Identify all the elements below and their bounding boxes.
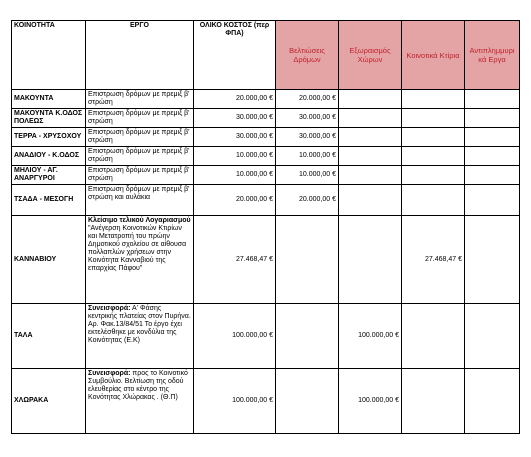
cell-project-text: Επιστρωση δρόμων με πρεμιξ β' στρώση και αυλάκια [88,186,190,201]
cell-flood [465,185,520,216]
header-project: ΕΡΓΟ [86,21,194,90]
header-row [12,21,520,90]
cell-roads [276,304,339,369]
cell-flood [465,128,520,147]
table-row [12,369,520,434]
cell-project-text: Επιστρωση δρόμων με πρεμιξ β' στρώση [88,148,190,163]
cell-project-text: Επιστρωση δρόμων με πρεμιξ β' στρώση [88,129,190,144]
table-row [12,128,520,147]
cell-buildings [402,109,465,128]
cell-community: ΤΣΑΔΑ - ΜΕΣΟΓΗ [12,185,86,216]
cell-total: 20.000,00 € [194,90,276,109]
header-community: ΚΟΙΝΟΤΗΤΑ [12,21,86,90]
cell-buildings [402,304,465,369]
cell-total: 20.000,00 € [194,185,276,216]
cell-spaces [339,166,402,185]
cell-community: ΑΝΑΔΙΟΥ - Κ.ΟΔΟΣ [12,147,86,166]
cell-flood [465,109,520,128]
cell-flood [465,166,520,185]
cell-flood [465,90,520,109]
cell-roads: 30.000,00 € [276,128,339,147]
cell-spaces [339,185,402,216]
cell-project [86,304,194,369]
cell-roads: 10.000,00 € [276,147,339,166]
cell-community: ΤΑΛΑ [12,304,86,369]
cell-roads: 20.000,00 € [276,90,339,109]
cell-project [86,369,194,434]
cell-project [86,166,194,185]
header-buildings: Κοινοτικά Κτίρια [402,21,465,90]
cell-buildings: 27.468,47 € [402,216,465,304]
header-spaces: Εξωραισμός Χώρων [339,21,402,90]
table-row [12,216,520,304]
cell-spaces [339,128,402,147]
table-row [12,304,520,369]
header-total-cost: ΟΛΙΚΟ ΚΟΣΤΟΣ (περ ΦΠΑ) [194,21,276,90]
cell-community: ΜΑΚΟΥΝΤΑ [12,90,86,109]
cell-community: ΚΑΝΝΑΒΙΟΥ [12,216,86,304]
cell-project-lead: Κλείσιμο τελικού Λογαριασμού [88,217,191,224]
cell-community: ΧΛΩΡΑΚΑ [12,369,86,434]
cell-spaces: 100.000,00 € [339,304,402,369]
cell-spaces [339,109,402,128]
cell-spaces [339,147,402,166]
cell-buildings [402,166,465,185]
cell-total: 10.000,00 € [194,166,276,185]
table-row [12,166,520,185]
cell-total: 30.000,00 € [194,128,276,147]
table-row [12,185,520,216]
cell-project-text: Επιστρωση δρόμων με πρεμιξ β' στρώση [88,167,190,182]
cell-project-text: "Ανέγερση Κοινοτικών Κτιρίων και Μετατροπή του πρώην Δημοτικού σχολείου σε αίθουσα πολλαπλών χρήσεων στην Κοινότητα Κανναβιού της επαρχίας Πάφου" [88,225,187,272]
cell-project [86,128,194,147]
cell-buildings [402,185,465,216]
cell-project [86,109,194,128]
cell-roads: 30.000,00 € [276,109,339,128]
cell-project [86,185,194,216]
cell-project-text: Α' Φάσης κεντρικής πλατείας στον Πυρήνα. Αρ. Φακ.13/84/51 Το έργο έχει εκτελέσθηκε με κονδύλια της Κοινότητας (Ε.Κ) [88,305,191,344]
cell-project [86,90,194,109]
cell-buildings [402,90,465,109]
cell-project-text: προς το Κοινοτικό Συμβούλιο. Βελτίωση της οδού ελευθερίας στο κέντρο της Κονότητας Χλώρακας . (Θ.Π) [88,370,188,401]
cell-total: 27.468,47 € [194,216,276,304]
cell-roads [276,216,339,304]
cell-community: ΜΑΚΟΥΝΤΑ Κ.ΟΔΟΣ ΠΟΛΕΩΣ [12,109,86,128]
cell-project-text: Επιστρωση δρόμων με πρεμιξ β' στρώση [88,91,190,106]
cell-project-lead: Συνεισφορά: [88,305,131,312]
cell-roads [276,369,339,434]
table-row [12,147,520,166]
cell-project [86,147,194,166]
cell-community: ΜΗΛΙΟΥ - ΑΓ. ΑΝΑΡΓΥΡΟΙ [12,166,86,185]
cell-project-text: Επιστρωση δρόμων με πρεμιξ β' στρώση [88,110,190,125]
table-row [12,109,520,128]
cell-project-lead: Συνεισφορά: [88,370,131,377]
spreadsheet [11,20,520,434]
cell-roads: 10.000,00 € [276,166,339,185]
header-flood: Αντιπλημμυρι κά Εργα [465,21,520,90]
header-roads: Βελτιώσεις Δρόμων [276,21,339,90]
cell-total: 10.000,00 € [194,147,276,166]
projects-table [11,20,520,434]
cell-buildings [402,128,465,147]
cell-spaces [339,90,402,109]
cell-total: 100.000,00 € [194,369,276,434]
cell-flood [465,216,520,304]
cell-total: 100.000,00 € [194,304,276,369]
cell-buildings [402,147,465,166]
table-row [12,90,520,109]
cell-project [86,216,194,304]
cell-total: 30.000,00 € [194,109,276,128]
cell-flood [465,304,520,369]
cell-spaces [339,216,402,304]
cell-spaces: 100.000,00 € [339,369,402,434]
cell-buildings [402,369,465,434]
cell-flood [465,369,520,434]
cell-community: ΤΕΡΡΑ - ΧΡΥΣΟΧΟΥ [12,128,86,147]
cell-flood [465,147,520,166]
cell-roads: 20.000,00 € [276,185,339,216]
